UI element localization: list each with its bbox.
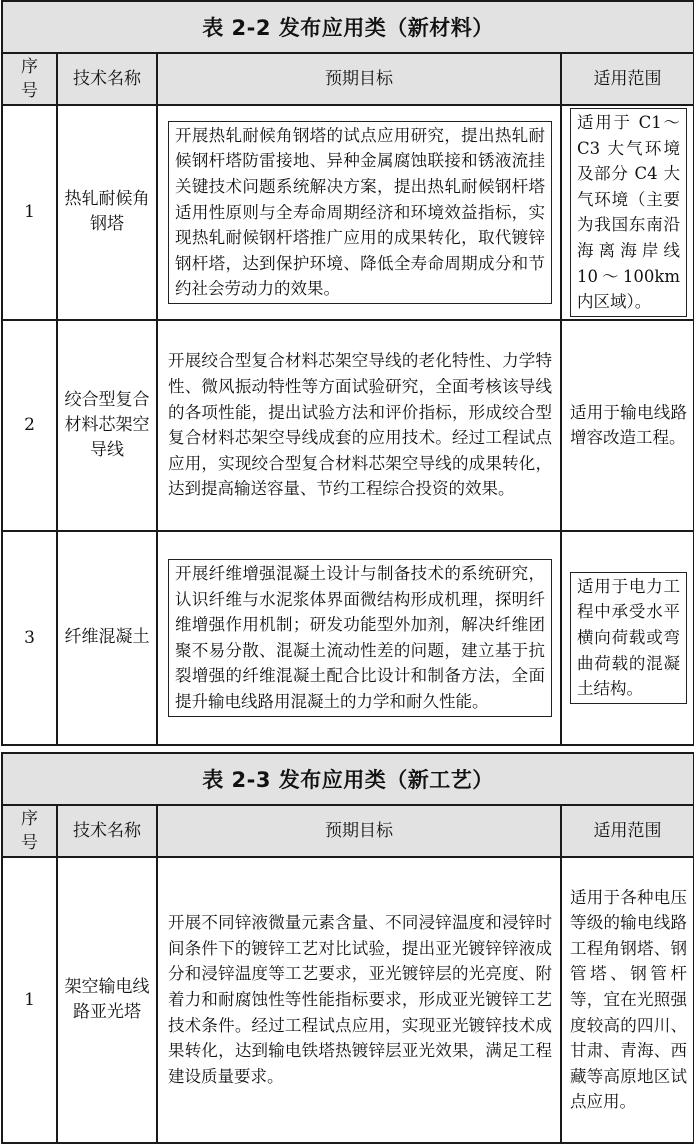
row-index: 1: [2, 857, 57, 1143]
goal-text: [157, 105, 561, 320]
scope-box: 适用于电力工程中承受水平横向荷载或弯曲荷载的混凝土结构。: [570, 572, 687, 704]
tech-name: 热轧耐候角钢塔: [57, 105, 157, 320]
row-index: 3: [2, 531, 57, 745]
goal-text: [157, 531, 561, 745]
table-row: [2, 531, 694, 745]
row-index: 1: [2, 105, 57, 320]
goal-box: 开展热轧耐候角钢塔的试点应用研究，提出热轧耐候钢杆塔防雷接地、异种金属腐蚀联接和锈液流挂关键技术问题系统解决方案，提出热轧耐候钢杆塔适用性原则与全寿命周期经济和环境效益指标，实现热轧耐候钢杆塔推广应用的成果转化，取代镀锌钢杆塔，达到保护环境、降低全寿命周期成分和节约社会劳动力的效果。: [168, 121, 552, 304]
tech-name: 绞合型复合材料芯架空导线: [57, 320, 157, 531]
goal-box: 开展纤维增强混凝土设计与制备技术的系统研究，认识纤维与水泥浆体界面微结构形成机理，探明纤维增强作用机制；研发功能型外加剂，解决纤维团聚不易分散、混凝土流动性差的问题，建立基于抗裂增强的纤维混凝土配合比设计和制备方法，全面提升输电线路用混凝土的力学和耐久性能。: [168, 559, 552, 717]
goal-text: 开展不同锌液微量元素含量、不同浸锌温度和浸锌时间条件下的镀锌工艺对比试验，提出亚光镀锌锌液成分和浸锌温度等工艺要求，亚光镀锌层的光亮度、附着力和耐腐蚀性等性能指标要求，形成亚光镀锌工艺技术条件。经过工程试点应用，实现亚光镀锌技术成果转化，达到输电铁塔热镀锌层亚光效果，满足工程建设质量要求。: [157, 857, 561, 1143]
table-row: [2, 320, 694, 531]
tech-name: 架空输电线路亚光塔: [57, 857, 157, 1143]
header-tech-name: 技术名称: [57, 805, 157, 857]
goal-text: 开展绞合型复合材料芯架空导线的老化特性、力学特性、微风振动特性等方面试验研究，全面考核该导线的各项性能，提出试验方法和评价指标，形成绞合型复合材料芯架空导线成套的应用技术。经过工程试点应用，实现绞合型复合材料芯架空导线的成果转化，达到提高输送容量、节约工程综合投资的效果。: [157, 320, 561, 531]
scope-text: [561, 105, 694, 320]
table-new-materials: [1, 0, 694, 752]
scope-box: 适用于 C1～C3 大气环境及部分 C4 大气环境（主要为我国东南沿海离海岸线10～100km内区域）。: [570, 108, 687, 317]
header-goal: 预期目标: [157, 805, 561, 857]
scope-text: 适用于输电线路增容改造工程。: [561, 320, 694, 531]
header-index: 序号: [2, 805, 57, 857]
table-title: 表 2-2 发布应用类（新材料）: [2, 1, 694, 53]
scope-text: 适用于各种电压等级的输电线路工程角钢塔、钢管塔、钢管杆等，宜在光照强度较高的四川、甘肃、青海、西藏等高原地区试点应用。: [561, 857, 694, 1143]
table-title: 表 2-3 发布应用类（新工艺）: [2, 753, 694, 805]
header-goal: 预期目标: [157, 53, 561, 105]
header-index: 序号: [2, 53, 57, 105]
header-scope: 适用范围: [561, 805, 694, 857]
table-row: [2, 105, 694, 320]
table-row: [2, 857, 694, 1143]
header-tech-name: 技术名称: [57, 53, 157, 105]
document-page: [1, 0, 693, 1144]
scope-text: [561, 531, 694, 745]
row-index: 2: [2, 320, 57, 531]
tech-name: 纤维混凝土: [57, 531, 157, 745]
table-new-processes: [1, 752, 694, 1144]
header-scope: 适用范围: [561, 53, 694, 105]
